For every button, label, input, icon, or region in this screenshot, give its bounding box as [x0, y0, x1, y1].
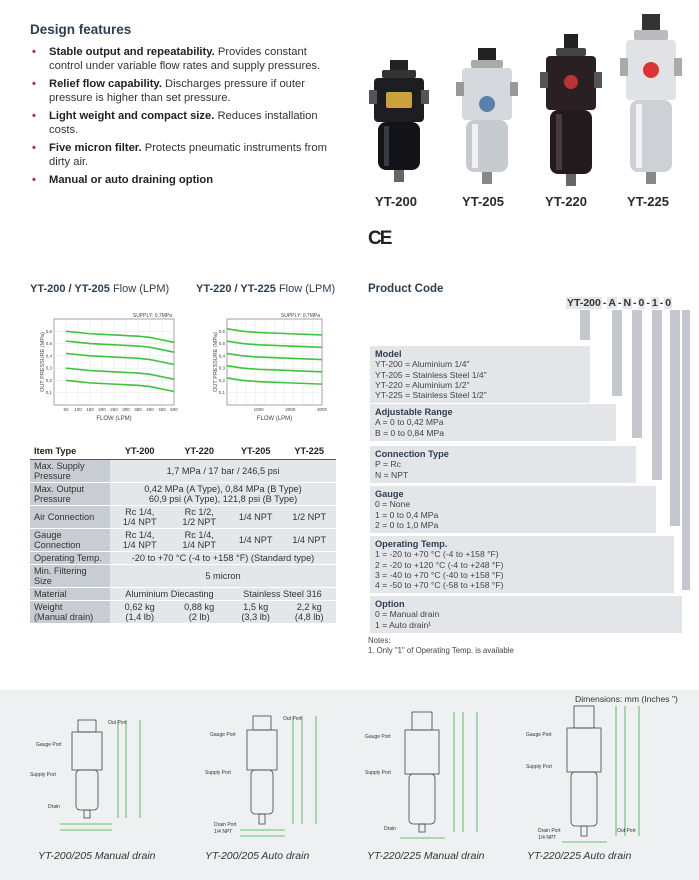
block-line: P = Rc — [375, 459, 401, 470]
y-tick-label: 0,1 — [45, 390, 52, 396]
table-cell: Stainless Steel 316 — [229, 587, 336, 600]
feature-item — [30, 142, 330, 169]
code-segment: 1 — [651, 297, 658, 309]
label-npt-4: 1/4 NPT — [538, 835, 557, 841]
row-label: Air Connection — [30, 505, 110, 528]
x-tick-label: 350 — [134, 407, 142, 412]
row-label: Weight (Manual drain) — [30, 600, 110, 623]
block-line: 1 = Auto drain¹ — [375, 619, 432, 630]
feature-text: Discharges pressure if outer pressure is higher than set pressure. — [49, 78, 305, 104]
table-row — [30, 459, 336, 482]
product-code-block — [370, 486, 656, 533]
bullet-icon: • — [32, 110, 36, 122]
chart-left-title: YT-200 / YT-205 Flow (LPM) — [30, 283, 170, 295]
product-label-yt-205: YT-205 — [462, 194, 504, 209]
x-axis-label: FLOW (LPM) — [256, 416, 293, 422]
table-header: YT-200 — [110, 444, 169, 459]
label-gauge-port-4: Gauge Port — [526, 732, 552, 738]
supply-label: SUPPLY: 0,7MPa — [132, 313, 172, 319]
table-cell: 5 micron — [110, 564, 336, 587]
table-cell: 1,5 kg (3,3 lb) — [229, 600, 282, 623]
table-row — [30, 505, 336, 528]
x-tick-label: 250 — [110, 407, 118, 412]
label-drain-port-2: Drain Port — [214, 822, 237, 828]
yt-220-product-image — [540, 34, 602, 186]
block-line: 3 = -40 to +70 °C (-40 to +158 °F) — [375, 569, 504, 580]
label-out-port-4: Out Port — [617, 828, 636, 834]
row-label: Operating Temp. — [30, 551, 110, 564]
x-tick-label: 1000 — [253, 407, 264, 412]
product-code-block — [370, 536, 674, 593]
table-header: YT-225 — [282, 444, 336, 459]
table-cell: Aluminium Diecasting — [110, 587, 229, 600]
block-heading: Gauge — [375, 489, 404, 499]
table-cell: 1/4 NPT — [282, 528, 336, 551]
row-label: Material — [30, 587, 110, 600]
chart-right-title: YT-220 / YT-225 Flow (LPM) — [196, 283, 336, 295]
table-cell: Rc 1/2, 1/2 NPT — [169, 505, 228, 528]
dim-caption-3: YT-220/225 Manual drain — [367, 850, 485, 862]
y-tick-label: 0,5 — [45, 341, 52, 347]
x-tick-label: 150 — [86, 407, 94, 412]
code-segment: A — [608, 297, 616, 309]
x-tick-label: 3000 — [316, 407, 328, 412]
y-tick-label: 0,3 — [45, 365, 52, 371]
flow-chart-yt-220-225 — [205, 305, 330, 430]
block-line: B = 0 to 0,84 MPa — [375, 427, 445, 438]
code-separator: - — [646, 297, 650, 309]
block-line: YT-205 = Stainless Steel 1/4" — [375, 369, 487, 380]
flow-chart-yt-200-205 — [30, 305, 180, 430]
label-supply-port-4: Supply Port — [526, 764, 552, 770]
yt-205-product-image — [456, 48, 518, 184]
product-code-block — [370, 404, 616, 441]
block-line: 0 = Manual drain — [375, 609, 440, 620]
code-segment: N — [623, 297, 632, 309]
table-cell: 1/2 NPT — [282, 505, 336, 528]
yt-200-product-image — [369, 60, 429, 182]
y-tick-label: 0,6 — [45, 328, 52, 334]
x-tick-label: 50 — [63, 407, 69, 412]
label-out-port: Out Port — [108, 720, 127, 726]
block-line: YT-225 = Stainless Steel 1/2" — [375, 390, 487, 401]
label-gauge-port-2: Gauge Port — [210, 732, 236, 738]
feature-item — [30, 110, 330, 137]
y-tick-label: 0,2 — [45, 377, 52, 383]
code-separator: - — [633, 297, 637, 309]
product-label-yt-225: YT-225 — [627, 194, 669, 209]
block-line: N = NPT — [375, 469, 409, 480]
code-separator: - — [659, 297, 664, 309]
feature-text: Reduces installation costs. — [49, 110, 318, 136]
table-header: Item Type — [30, 444, 110, 459]
dim-caption-4: YT-220/225 Auto drain — [527, 850, 632, 862]
label-supply-port: Supply Port — [30, 772, 56, 778]
code-segment: 0 — [665, 297, 672, 309]
label-supply-port-2: Supply Port — [205, 770, 231, 776]
table-row — [30, 482, 336, 505]
label-gauge-port-3: Gauge Port — [365, 734, 391, 740]
feature-heading: Manual or auto draining option — [49, 174, 214, 186]
table-row — [30, 551, 336, 564]
code-segment: YT-200 — [567, 297, 601, 309]
product-code-block — [370, 446, 636, 483]
table-cell: Rc 1/4, 1/4 NPT — [110, 528, 169, 551]
table-row — [30, 587, 336, 600]
feature-item — [30, 78, 330, 105]
y-tick-label: 0,4 — [45, 353, 52, 359]
y-axis-label: OUT PRESSURE (MPa) — [213, 332, 219, 392]
bullet-icon: • — [32, 46, 36, 58]
table-cell: 2,2 kg (4,8 lb) — [282, 600, 336, 623]
label-gauge-port: Gauge Port — [36, 742, 62, 748]
table-cell: Rc 1/4, 1/4 NPT — [169, 528, 228, 551]
block-heading: Option — [375, 599, 405, 609]
block-line: A = 0 to 0,42 MPa — [375, 417, 444, 428]
bullet-icon: • — [32, 78, 36, 90]
feature-heading: Relief flow capability. — [49, 78, 162, 90]
dim-caption-2: YT-200/205 Auto drain — [205, 850, 310, 862]
x-tick-label: 450 — [158, 407, 166, 412]
x-tick-label: 100 — [74, 407, 82, 412]
spec-table — [30, 444, 336, 624]
row-label: Max. Output Pressure — [30, 482, 110, 505]
x-tick-label: 2000 — [285, 407, 296, 412]
ce-mark: CE — [368, 228, 391, 249]
x-tick-label: 200 — [98, 407, 106, 412]
y-axis-label: OUT PRESSURE (MPa) — [40, 332, 46, 392]
block-line: 2 = -20 to +120 °C (-4 to +248 °F) — [375, 559, 504, 570]
y-tick-label: 0,1 — [218, 390, 225, 396]
code-segment: 0 — [638, 297, 645, 309]
label-out-port-2: Out Port — [283, 716, 302, 722]
product-label-yt-220: YT-220 — [545, 194, 587, 209]
table-cell: 1/4 NPT — [229, 528, 282, 551]
block-line: YT-200 = Aluminium 1/4" — [375, 359, 470, 370]
label-drain-port-4: Drain Port — [538, 828, 561, 834]
feature-text: Provides constant control under variable flow rates and supply pressures. — [49, 46, 321, 72]
table-cell: 0,88 kg (2 lb) — [169, 600, 228, 623]
feature-text: Protects pneumatic instruments from dirty air. — [49, 142, 327, 168]
block-heading: Adjustable Range — [375, 407, 453, 417]
table-cell: 0,62 kg (1,4 lb) — [110, 600, 169, 623]
table-cell: 1/4 NPT — [229, 505, 282, 528]
table-header: YT-205 — [229, 444, 282, 459]
row-label: Max. Supply Pressure — [30, 459, 110, 482]
feature-item — [30, 46, 330, 73]
table-row — [30, 600, 336, 623]
product-label-yt-200: YT-200 — [375, 194, 417, 209]
label-npt-2: 1/4 NPT — [214, 829, 233, 835]
block-line: 0 = None — [375, 499, 411, 510]
feature-heading: Stable output and repeatability. — [49, 46, 215, 58]
row-label: Gauge Connection — [30, 528, 110, 551]
label-supply-port-3: Supply Port — [365, 770, 391, 776]
table-cell: 1,7 MPa / 17 bar / 246,5 psi — [110, 459, 336, 482]
x-axis-label: FLOW (LPM) — [96, 416, 132, 422]
block-line: YT-220 = Aluminium 1/2" — [375, 379, 470, 390]
feature-item — [30, 174, 330, 188]
block-heading: Connection Type — [375, 449, 449, 459]
y-tick-label: 0,4 — [218, 353, 225, 359]
product-code-notes: Notes: 1. Only "1" of Operating Temp. is available — [368, 636, 514, 655]
table-cell: 0,42 MPa (A Type), 0,84 MPa (B Type) 60,9 psi (A Type), 121,8 psi (B Type) — [110, 482, 336, 505]
block-line: 1 = -20 to +70 °C (-4 to +158 °F) — [375, 549, 499, 560]
label-drain-3: Drain — [384, 826, 396, 832]
row-label: Min. Filtering Size — [30, 564, 110, 587]
product-code-title: Product Code — [368, 283, 444, 295]
x-tick-label: 300 — [122, 407, 130, 412]
table-cell: Rc 1/4, 1/4 NPT — [110, 505, 169, 528]
table-row — [30, 528, 336, 551]
features-list — [30, 46, 330, 193]
block-heading: Operating Temp. — [375, 539, 448, 549]
block-line: 4 = -50 to +70 °C (-58 to +158 °F) — [375, 580, 504, 591]
table-header: YT-220 — [169, 444, 228, 459]
table-cell: -20 to +70 °C (-4 to +158 °F) (Standard type) — [110, 551, 336, 564]
bullet-icon: • — [32, 142, 36, 154]
code-separator: - — [602, 297, 607, 309]
yt-225-product-image — [620, 14, 682, 184]
product-photos — [360, 8, 690, 196]
x-tick-label: 500 — [170, 407, 178, 412]
feature-heading: Five micron filter. — [49, 142, 142, 154]
bullet-icon: • — [32, 174, 36, 186]
block-line: 1 = 0 to 0,4 MPa — [375, 509, 439, 520]
product-code-string — [566, 297, 672, 309]
y-tick-label: 0,6 — [218, 328, 225, 334]
feature-heading: Light weight and compact size. — [49, 110, 215, 122]
y-tick-label: 0,2 — [218, 377, 225, 383]
y-tick-label: 0,5 — [218, 341, 225, 347]
product-code-block — [370, 346, 590, 403]
block-line: 2 = 0 to 1,0 MPa — [375, 519, 439, 530]
table-row — [30, 564, 336, 587]
block-heading: Model — [375, 349, 402, 359]
supply-label: SUPPLY: 0,7MPa — [280, 313, 320, 319]
code-separator: - — [617, 297, 622, 309]
product-code-block — [370, 596, 682, 633]
label-drain: Drain — [48, 804, 60, 810]
features-title: Design features — [30, 22, 132, 37]
dimension-drawings — [0, 700, 699, 850]
y-tick-label: 0,3 — [218, 365, 225, 371]
dimensions-title: Dimensions: mm (Inches ") — [575, 694, 678, 704]
x-tick-label: 400 — [146, 407, 154, 412]
dim-caption-1: YT-200/205 Manual drain — [38, 850, 156, 862]
